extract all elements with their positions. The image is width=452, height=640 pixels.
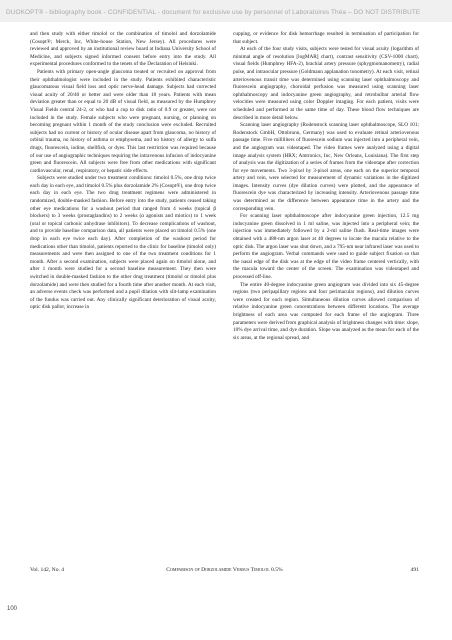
banner-text: DUOKOPT® - bibliography book - CONFIDENTIAL - document for exclusive use by personnel of Laboratoires Théa – DO NOT DISTRIBUTE bbox=[6, 9, 421, 16]
paragraph: For scanning laser ophthalmoscope after indocyanine green injection, 12.5 mg indocyanine green dissolved in 1 ml saline, was injected into a peripheral vein; the injection was immediately followed by a 2-ml saline flush. Real-time images were obtained with a 488-nm argon laser at 40 degrees to locate the macula relative to the optic disk. The argon laser was shut down, and a 795-nm near infrared laser was used to perform the angiogram. Verbal commands were used to guide subject fixation so that the nasal edge of the disk was at the edge of the video frame centered vertically, with the macula toward the center of the screen. The examination was videotaped and processed off-line. bbox=[233, 213, 419, 280]
book-page-number: 100 bbox=[7, 606, 18, 612]
running-head: Comparison of Dorzolamide Versus Timolol 0.5% bbox=[166, 567, 283, 573]
page-footer bbox=[30, 567, 419, 577]
paragraph: Patients with primary open-angle glaucoma treated or recruited on approval from their ophthalmologist were included in the study. Patients exhibited characteristic glaucomatous visual field loss and optic nerve-head damage. Subjects had corrected visual acuity of 20/40 or better and were older than 18 years. Patients with mean deviation greater than or equal to 20 dB of visual field, as measured by the Humphrey Visual Fields central 24-2, or who had a cup to disk ratio of 0.9 or greater, were not included in the study. Female subjects who were pregnant, nursing, or planning on becoming pregnant within 1 month of the study conclusion were excluded. Recruited subjects had no current or history of ocular disease apart from glaucoma, no history of orbital trauma, no history of asthma or emphysema, and no history of allergy to sulfa drugs, fluorescein, iodine, shellfish, or dyes. This last restriction was required because of our use of angiographic techniques requiring the intravenous infusion of indocyanine green and fluorescein. All subjects were free from other medications with significant cardiovascular, renal, respiratory, or hepatic side effects. bbox=[30, 68, 216, 174]
paragraph: Subjects were studied under two treatment conditions: timolol 0.5%, one drop twice each day in each eye, and timolol 0.5% plus dorzolamide 2% (Cosopt®), one drop twice each day in each eye. The two drug treatment regimens were administered in randomized, double-masked fashion. Before entry into the study, patients ceased taking other eye medications for a washout period that ranged from 4 weeks (topical β blockers) to 3 weeks (prostaglandins) to 2 weeks (α agonists and miotics) to 1 week (oral or topical carbonic anhydrase inhibitors). To decrease complications of washout, and to provide baseline comparison data, all patients were placed on timolol 0.5% (one drop in each eye twice each day). After completion of the washout period for medications other than timolol, patients reported to the clinic for baseline (timolol only) measurements and were then assigned to one of the two treatment conditions for 1 month. After a second examination, subjects were placed again on timolol alone, and after 1 month were studied for a second baseline measurement. They then were switched in double-masked fashion to the other drug treatment (timolol or timolol plus dorzolamide) and were then studied for a fourth time after another month. At each visit, an adverse events check was performed and a pupil dilation with slit-lamp examination of the fundus was carried out. Any clinically significant deterioration of visual acuity, optic disk pallor, increase in bbox=[30, 175, 216, 311]
left-column bbox=[30, 31, 216, 312]
paragraph: cupping, or evidence for disk hemorrhage resulted in termination of participation for that subject. bbox=[233, 31, 419, 45]
paragraph: and then study with either timolol or the combination of timolol and dorzolamide (Cosopt®; Merck, Inc, White-house Station, New Jersey). All procedures were reviewed and approved by an institutional review board at Indiana University School of Medicine, and subjects signed informed consent before entry into the study. All experimental procedures conformed to the tenets of the Declaration of Helsinki. bbox=[30, 31, 216, 68]
paragraph: The entire 40-degree indocyanine green angiogram was divided into six 45-degree regions (two peripapillary regions and four perimacular regions), and dilution curves were created for each region. Simultaneous dilution curves allowed comparison of relative indocyanine green concentrations between different locations. The average brightness of each area was computed for each frame of the angiogram. Three parameters were derived from graphical analysis of brightness changes with time: slope, 10% dye arrival time, and dye duration. Slope was analyzed as the mean for each of the six areas, at the regional spread, and bbox=[233, 281, 419, 341]
paragraph: Scanning laser angiography (Rodenstock scanning laser ophthalmoscope, SLO 101; Rodenstock GmbH, Ottobrunn, Germany) was used to evaluate retinal arteriovenous passage time. Five milliliters of fluorescein sodium was injected into a peripheral vein, and the angiogram was videotaped. The video frames were analyzed using a digital image analysis system (HRX; Amtronics, Inc, New Orleans, Louisiana). The first step of analysis was the digitization of a series of frames from the videotape after correction for eye movements. Two 3-pixel by 3-pixel areas, one each on the superior temporal artery and vein, were selected for measurement of dynamic variations in the digitized images. Intensity curves (dye dilution curves) were plotted, and the appearance of fluorescein dye was characterized by increasing intensity. Arteriovenous passage time was determined as the difference between appearance time in the artery and the corresponding vein. bbox=[233, 122, 419, 212]
journal-page-number: 491 bbox=[410, 567, 419, 573]
right-column bbox=[233, 31, 419, 342]
paragraph: At each of the four study visits, subjects were tested for visual acuity (logarithm of minimal angle of resolution [logMAR] chart), contrast sensitivity (CSV-1000 chart), visual fields (Humphrey HFA-2), brachial artery pressure (sphygmomanometry), radial pulse, and intraocular pressure (Goldmann applanation tonometry). At each visit, retinal arteriovenous transit time was determined using scanning laser ophthalmoscopy and fluorescein angiography, choroidal perfusion was measured using scanning laser ophthalmoscopy and indocyanine green angiography, and retrobulbar arterial flow velocities were measured using color Doppler imaging. For each patient, visits were scheduled and performed at the same time of day. These blood flow techniques are described in more detail below. bbox=[233, 46, 419, 121]
volume-issue: Vol. 142, No. 4 bbox=[30, 567, 65, 573]
confidential-banner bbox=[0, 0, 452, 22]
